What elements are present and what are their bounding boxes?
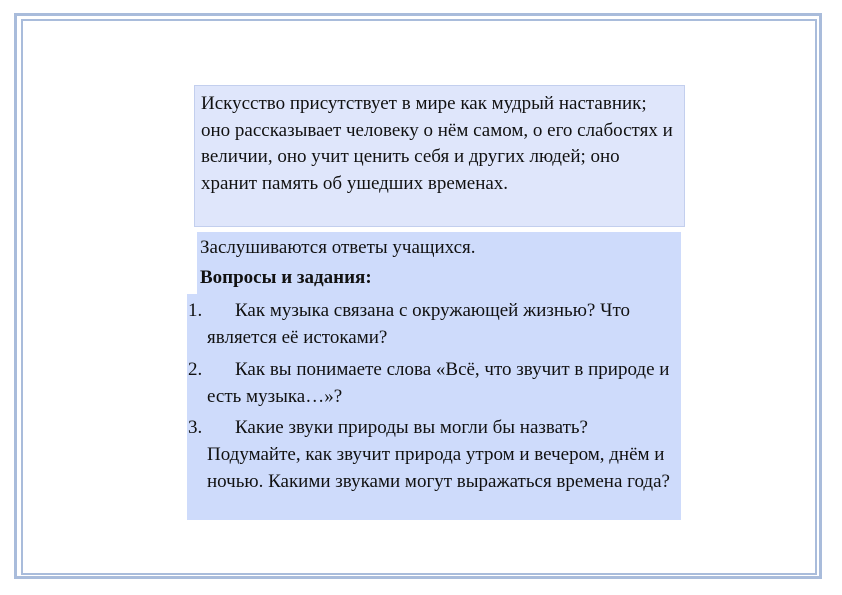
question-number: 2.: [188, 359, 203, 380]
question-text: Как музыка связана с окружающей жизнью? Что является её истоками?: [207, 300, 631, 348]
tasks-heading: Вопросы и задания:: [200, 267, 372, 288]
quote-text: Искусство присутствует в мире как мудрый наставник; оно рассказывает человеку о нём самом, о его слабостях и величии, оно учит ценить себя и других людей; оно хранит память об ушедших временах.: [201, 93, 673, 194]
quote-box: [194, 85, 685, 227]
question-number: 1.: [188, 300, 203, 321]
intro-text: Заслушиваются ответы учащихся.: [200, 237, 476, 258]
question-text: Как вы понимаете слова «Всё, что звучит в природе и есть музыка…»?: [207, 359, 670, 407]
question-text: Какие звуки природы вы могли бы назвать? Подумайте, как звучит природа утром и вечером, днём и ночью. Какими звуками могут выражаться времена года?: [207, 417, 670, 492]
question-number: 3.: [188, 417, 203, 438]
